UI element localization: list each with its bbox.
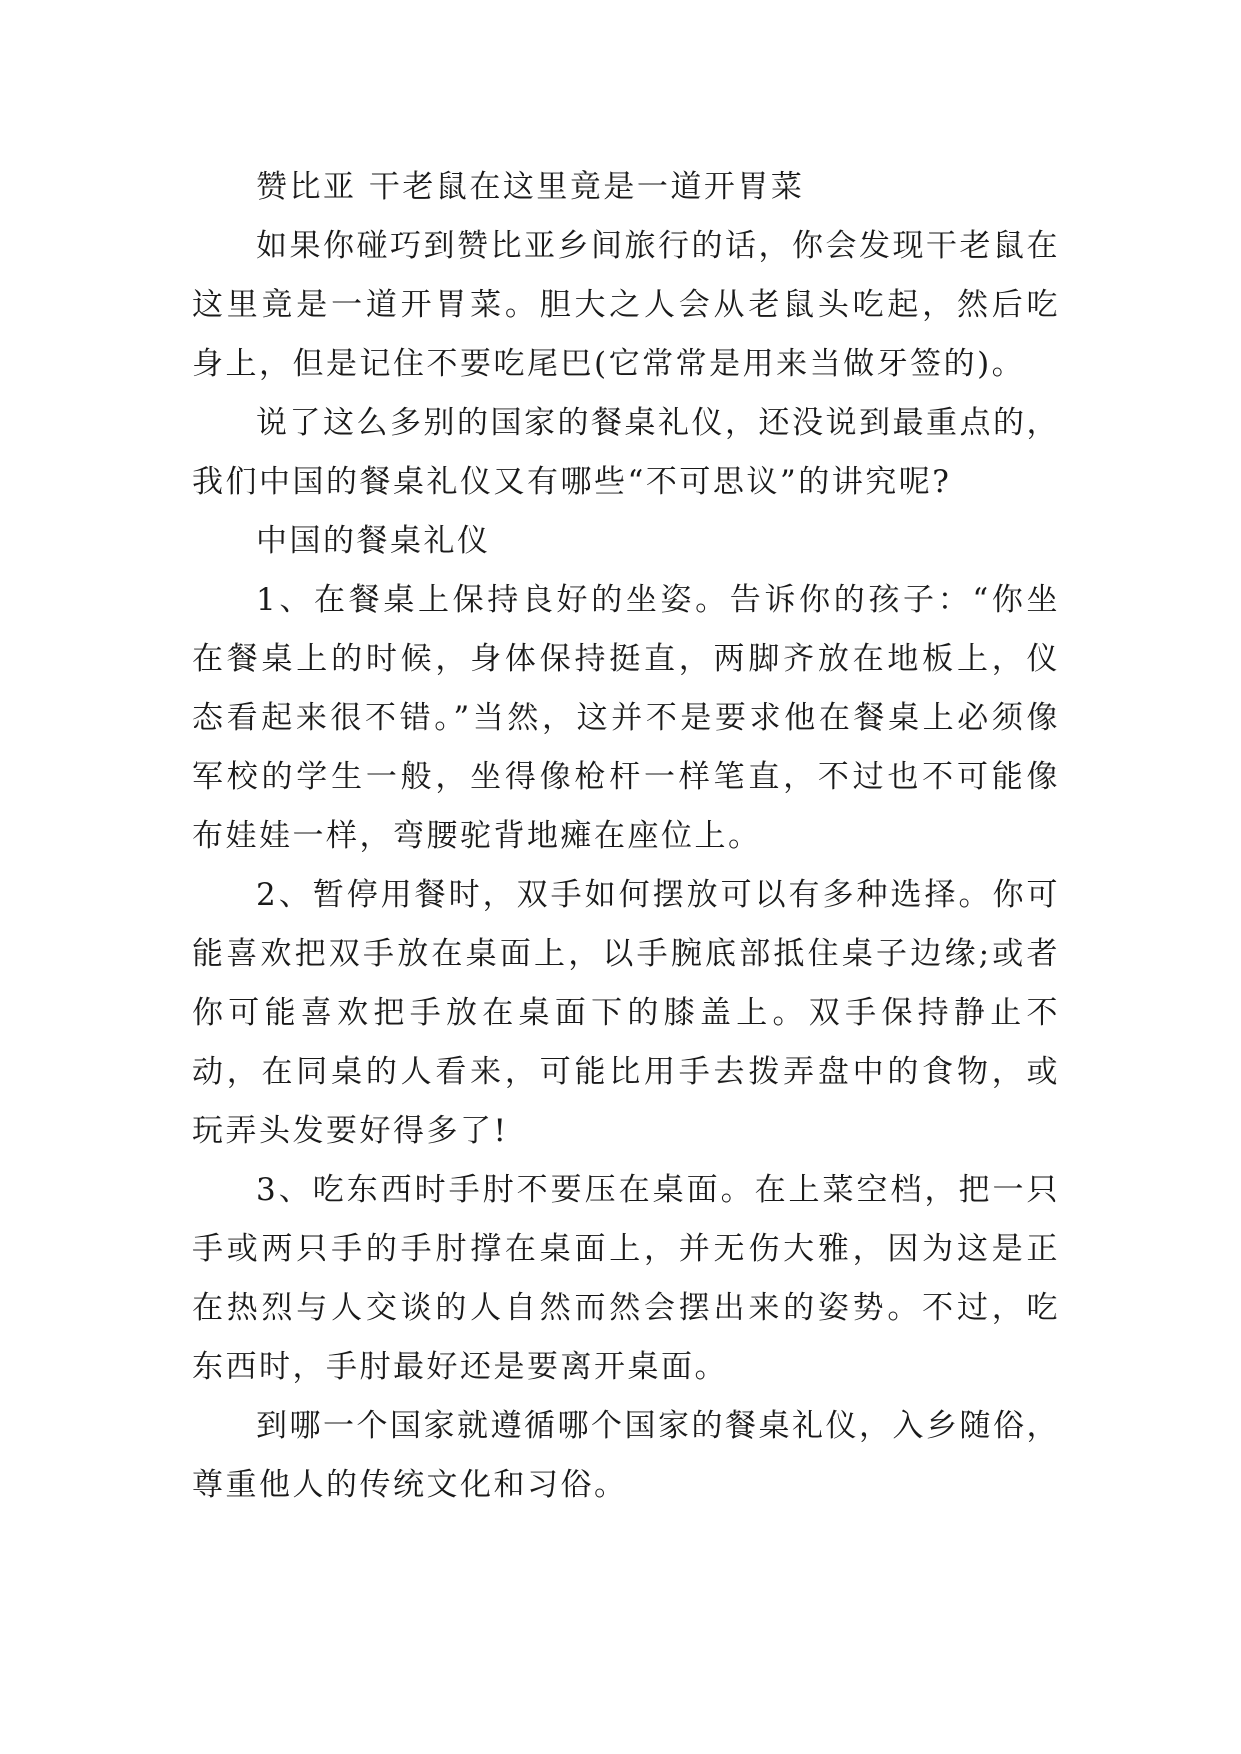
section-heading: 赞比亚 干老鼠在这里竟是一道开胃菜 bbox=[256, 169, 805, 205]
paragraph: 如果你碰巧到赞比亚乡间旅行的话，你会发现干老鼠在这里竟是一道开胃菜。胆大之人会从老鼠头吃起，然后吃身上，但是记住不要吃尾巴(它常常是用来当做牙签的)。 bbox=[192, 228, 1060, 382]
paragraph: 3、吃东西时手肘不要压在桌面。在上菜空档，把一只手或两只手的手肘撑在桌面上，并无伤大雅，因为这是正在热烈与人交谈的人自然而然会摆出来的姿势。不过，吃东西时，手肘最好还是要离开桌面。 bbox=[192, 1172, 1060, 1385]
paragraph: 说了这么多别的国家的餐桌礼仪，还没说到最重点的，我们中国的餐桌礼仪又有哪些“不可思议”的讲究呢? bbox=[192, 405, 1060, 500]
section-heading: 中国的餐桌礼仪 bbox=[256, 523, 491, 559]
paragraph: 到哪一个国家就遵循哪个国家的餐桌礼仪，入乡随俗，尊重他人的传统文化和习俗。 bbox=[192, 1408, 1060, 1503]
document-body bbox=[192, 158, 1060, 1515]
paragraph: 1、在餐桌上保持良好的坐姿。告诉你的孩子：“你坐在餐桌上的时候，身体保持挺直，两脚齐放在地板上，仪态看起来很不错。”当然，这并不是要求他在餐桌上必须像军校的学生一般，坐得像枪杆一样笔直，不过也不可能像布娃娃一样，弯腰驼背地瘫在座位上。 bbox=[192, 582, 1060, 854]
paragraph: 2、暂停用餐时，双手如何摆放可以有多种选择。你可能喜欢把双手放在桌面上，以手腕底部抵住桌子边缘;或者你可能喜欢把手放在桌面下的膝盖上。双手保持静止不动，在同桌的人看来，可能比用手去拨弄盘中的食物，或玩弄头发要好得多了! bbox=[192, 877, 1060, 1149]
